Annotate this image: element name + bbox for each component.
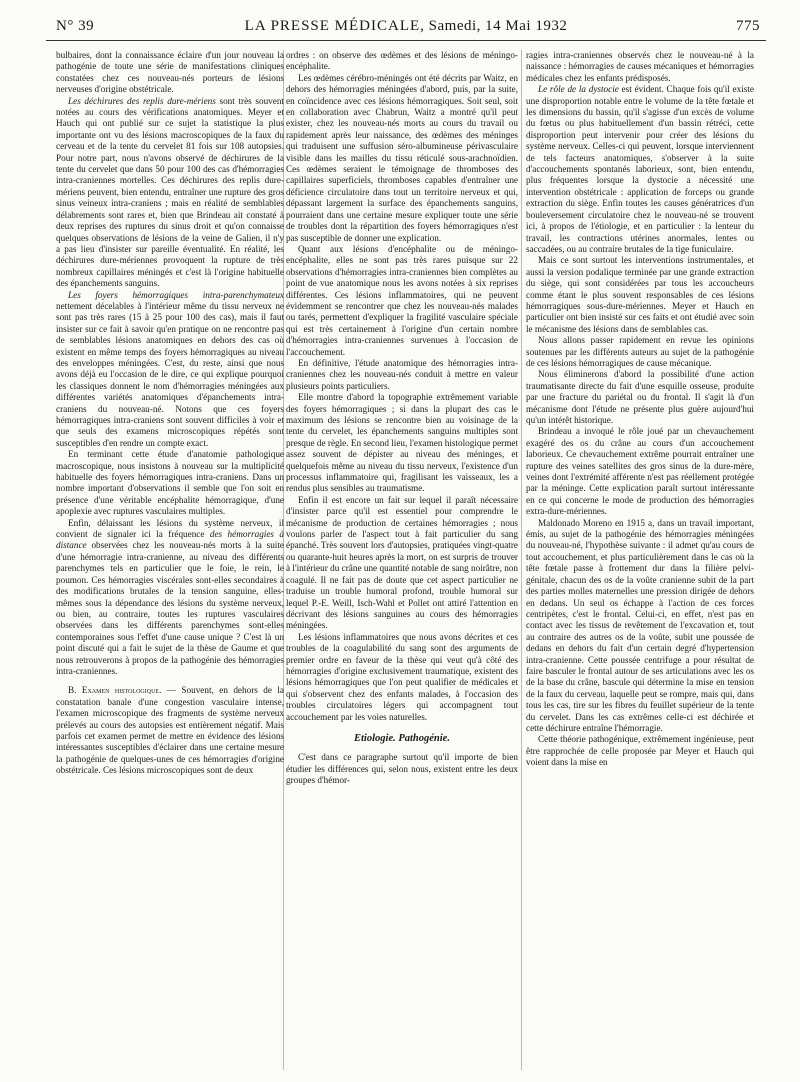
paragraph: Elle montre d'abord la topographie extrêmement variable des foyers hémorragiques ; si dans la plupart des cas le maximum des lésions se rencontre bien au voisinage de la tente du cervelet, les épanchements sanguins multiples sont presque de règle. En second lieu, l'examen histologique permet assez souvent de dépister au niveau des méninges, et quelquefois même au niveau du tissu nerveux, l'existence d'un processus inflammatoire qui, fragilisant les vaisseaux, les a rendus plus sensibles au traumatisme. (286, 392, 518, 494)
paragraph: Nous éliminerons d'abord la possibilité d'une action traumatisante directe du fait d'une esquille osseuse, produite par une fracture du pariétal ou du frontal. Il s'agit là d'un mécanisme dont l'étude ne présente plus guère aujourd'hui qu'un intérêt historique. (526, 369, 754, 425)
paragraph: Cette théorie pathogénique, extrêmement ingénieuse, peut être rapprochée de celle proposée par Meyer et Hauch qui voient dans la mise en (526, 734, 754, 768)
issue-date: Samedi, 14 Mai 1932 (428, 18, 568, 34)
paragraph: Maldonado Moreno en 1915 a, dans un travail important, émis, au sujet de la pathogénie des hémorragies méningées du nouveau-né, l'hypothèse suivante : il admet qu'au cours de tout accouchement, et plus particulièrement dans le cas où la tête fœtale passe à frottement dur dans la filière pelvi-génitale, chacun des os de la voûte cranienne subit de la part des parties molles maternelles une pression dirigée de dehors en dedans. Un seul os échappe à l'action de ces forces centripètes, c'est le frontal. Celui-ci, en effet, n'est pas en contact avec les tissus de revêtement de l'excavation et, tout au contraire des autres os de la voûte, subit une poussée de dedans en dehors du fait d'un certain degré d'hypertension intra-cranienne. Cette poussée centrifuge a pour résultat de faire basculer le frontal autour de ses articulations avec les os de la base du crâne, bascule qui détermine la mise en tension de la faux du cerveau, laquelle peut se rompre, mais qui, dans tous les cas, tire sur les fibres du feuillet supérieur de la tente du cervelet. Dans les cas extrêmes celle-ci est déchirée et cette déchirure entraîne l'hémorragie. (526, 517, 754, 733)
paragraph: Les œdèmes cérébro-méningés ont été décrits par Waitz, en dehors des hémorragies méningées d'abord, puis, par la suite, en coïncidence avec ces lésions hémorragiques. Soit seul, soit en collaboration avec Chabrun, Waitz a montré qu'il peut exister, chez les nouveau-nés morts au cours du travail ou rapidement après leur naissance, des œdèmes des méninges qui traduisent une suffusion séro-albumineuse périvasculaire visible dans les mailles du tissu réticulé sous-arachnoïdien. Ces œdèmes seraient le témoignage de thromboses des capillaires superficiels, thromboses capables d'entraîner une déficience circulatoire dans tout un territoire nerveux et qui, dépassant largement la surface des épanchements sanguins, pourraient dans une certaine mesure expliquer toute une série de troubles dont la répartition des foyers hémorragiques n'est pas susceptible de donner une explication. (286, 72, 518, 243)
paragraph: En définitive, l'étude anatomique des hémorragies intra-craniennes chez les nouveau-nés conduit à mettre en valeur plusieurs points particuliers. (286, 357, 518, 391)
paragraph: Les lésions inflammatoires que nous avons décrites et ces troubles de la coagulabilité du sang sont des arguments de premier ordre en faveur de la thèse qui veut qu'à côté des hémorragies d'origine exclusivement traumatique, existent des lésions hémorragiques que l'on peut qualifier de médicales et qui s'observent chez des enfants malades, à l'occasion des troubles circulatoires légers qui accompagnent tout accouchement par les voies naturelles. (286, 631, 518, 722)
italic-term: Le rôle de la dystocie (538, 84, 619, 95)
journal-title: LA PRESSE MÉDICALE (244, 18, 421, 34)
column-2 (286, 50, 518, 1078)
paragraph: Enfin il est encore un fait sur lequel il paraît nécessaire d'insister parce qu'il est essentiel pour comprendre le mécanisme de production de certaines hémorragies ; nous voulons parler de l'aspect tout à fait particulier du sang épanché. Très souvent lors d'autopsies, pratiquées vingt-quatre ou quarante-huit heures après la mort, on est surpris de trouver à l'intérieur du crâne une quantité notable de sang noirâtre, non coagulé. Il ne fait pas de doute que cet aspect particulier ne traduise un trouble humoral profond, trouble humoral sur lequel P.-E. Weill, Isch-Wahl et Pollet ont attiré l'attention en décrivant des lésions sanguines au cours des hémorragies méningées. (286, 494, 518, 631)
paragraph: Nous allons passer rapidement en revue les opinions soutenues par les différents auteurs au sujet de la pathogénie de ces lésions hémorragiques de cause mécanique. (526, 335, 754, 368)
italic-term: Les foyers hémorragiques intra-parenchymateux (68, 289, 284, 300)
section-heading: Etiologie. Pathogénie. (354, 732, 450, 744)
paragraph: C'est dans ce paragraphe surtout qu'il importe de bien étudier les différences qui, selon nous, existent entre les deux groupes d'hémor- (286, 752, 518, 786)
column-1 (56, 50, 284, 1078)
page-number: 775 (736, 18, 760, 34)
paragraph: Mais ce sont surtout les interventions instrumentales, et aussi la version podalique terminée par une grande extraction du siège, qui sont considérées par tous les accoucheurs comme étant le plus souvent responsables de ces lésions hémorragiques sous-dure-mériennes. Meyer et Hauch en particulier ont bien insisté sur ces faits et ont étudié avec soin le mécanisme des lésions dans de semblables cas. (526, 255, 754, 334)
section-label: B. Examen histologique. (68, 685, 162, 696)
italic-term: Les déchirures des replis dure-mériens (68, 95, 216, 106)
page-header: N° 39 LA PRESSE MÉDICALE, Samedi, 14 Mai 1932 775 (46, 14, 766, 41)
paragraph: bulbaires, dont la connaissance éclaire d'un jour nouveau la pathogénie de toute une série de manifestations cliniques constatées chez ces nouveau-nés porteurs de lésions nerveuses d'origine obstétricale. (56, 50, 284, 95)
paragraph: Les foyers hémorragiques intra-parenchymateux nettement décelables à l'intérieur même du tissu nerveux ne sont pas très rares (15 à 25 pour 100 des cas), mais il faut insister sur ce fait à savoir qu'en pratique on ne rencontre pas de semblables lésions anatomiques en dehors des cas où existent en même temps des foyers hémorragiques au niveau des enveloppes méningées. C'est, du reste, ainsi que nous avons déjà eu l'occasion de le dire, ce qui explique pourquoi les classiques donnent le nom d'hémorragies méningées aux différentes variétés anatomiques d'épanchements intra-craniens du nouveau-né. Notons que ces foyers hémorragiques intra-craniens sont souvent difficiles à voir et que seuls des examens microscopiques répétés sont susceptibles d'en rendre un compte exact. (56, 289, 284, 448)
paragraph: ragies intra-craniennes observés chez le nouveau-né à la naissance : hémorragies de causes mécaniques et hémorragies médicales chez les enfants prédisposés. (526, 50, 754, 83)
paragraph: Quant aux lésions d'encéphalite ou de méningo-encéphalite, elles ne sont pas très rares puisque sur 22 observations d'hémorragies intra-craniennes bien complètes au point de vue anatomique nous les avons notées à six reprises différentes. Ces lésions inflammatoires, qui ne peuvent évidemment se rencontrer que chez les nouveau-nés malades ou tarés, permettent d'expliquer la fragilité vasculaire spéciale qui est très certainement à l'origine d'un certain nombre d'hémorragies intra-craniennes survenues à l'occasion de l'accouchement. (286, 243, 518, 357)
paragraph: B. Examen histologique. — Souvent, en dehors de la constatation banale d'une congestion vasculaire intense, l'examen microscopique des fragments de système nerveux prélevés au cours des autopsies est entièrement négatif. Mais parfois cet examen permet de mettre en évidence des lésions intéressantes susceptibles d'éclairer dans une certaine mesure la pathogénie de quelques-unes de ces hémorragies d'origine obstétricale. Ces lésions microscopiques sont de deux (56, 685, 284, 776)
paragraph: Enfin, délaissant les lésions du système nerveux, il convient de signaler ici la fréquence des hémorragies à distance observées chez les nouveau-nés morts à la suite d'une hémorragie intra-cranienne, au niveau des différents parenchymes tels en particulier que le foie, le rein, le poumon. Ces hémorragies viscérales sont-elles secondaires à des modifications brutales de la tension sanguine, elles-mêmes sous la dépendance des lésions du système nerveux, ou bien, au contraire, toutes les ruptures vasculaires observées dans les différents parenchymes sont-elles contemporaines sous l'effet d'une cause unique ? C'est là un point discuté qui a fait le sujet de la thèse de Gaume et que nous retrouverons à propos de la pathogénie des hémorragies intra-craniennes. (56, 517, 284, 676)
paragraph: ordres : on observe des œdèmes et des lésions de méningo-encéphalite. (286, 50, 518, 72)
issue-number: N° 39 (56, 18, 95, 34)
italic-term: des hémorragies à distance (56, 529, 284, 551)
column-divider (521, 50, 522, 1070)
paragraph: Les déchirures des replis dure-mériens sont très souvent notées au cours des vérifications anatomiques. Meyer et Hauch qui ont publié sur ce sujet la statistique la plus importante ont vu des lésions macroscopiques de la faux du cerveau et de la tente du cervelet 81 fois sur 108 autopsies. Pour notre part, nous n'avons observé de déchirures de la tente du cervelet que dans 50 pour 100 des cas d'hémorragies intra-craniennes mortelles. Ces déchirures des replis dure-mériens peuvent, bien entendu, entraîner une rupture des gros sinus veineux intra-craniens ; mais en réalité de semblables délabrements sont rares et, bien que Brindeau ait constaté à deux reprises des ruptures du sinus droit et qu'on connaisse quelques observations de lésions de la veine de Galien, il n'y a pas lieu d'insister sur pareille éventualité. En réalité, les déchirures dure-mériennes provoquent la rupture de très nombreux capillaires méningés et c'est là l'origine habituelle des épanchements sanguins. (56, 95, 284, 289)
paragraph: Brindeau a invoqué le rôle joué par un chevauchement exagéré des os du crâne au cours d'un accouchement laborieux. Ce chevauchement extrême pourrait entraîner une rupture des veines satellites des gros sinus de la dure-mère, veines dont l'extrémité afférente n'est pas réellement protégée par la méninge. Cette explication paraît surtout intéressante en ce qui concerne le mode de production des hémorragies extra-dure-mériennes. (526, 426, 754, 517)
column-3 (526, 50, 754, 1078)
paragraph: En terminant cette étude d'anatomie pathologique macroscopique, nous insistons à nouveau sur la multiplicité habituelle des foyers hémorragiques intra-craniens. Dans un nombre important d'observations il semble que l'on soit en présence d'une véritable encéphalite hémorragique, d'une apoplexie avec ruptures vasculaires multiples. (56, 449, 284, 517)
paragraph: Le rôle de la dystocie est évident. Chaque fois qu'il existe une disproportion notable entre le volume de la tête fœtale et les dimensions du bassin, qu'il s'agisse d'un excès de volume du fœtus ou plus habituellement d'un bassin rétréci, cette disproportion peut intervenir pour créer des lésions du système nerveux. Celles-ci qui peuvent, lorsque interviennent de tels facteurs anatomiques, s'observer à la suite d'accouchements spontanés laborieux, sont, bien entendu, plus fréquentes lorsque la dystocie a nécessité une intervention obstétricale : application de forceps ou grande extraction du siège. Enfin toutes les causes génératrices d'un bouleversement circulatoire chez le nouveau-né se trouvent ici, à propos de l'étiologie, et en particulier : la lenteur du travail, les contractions utérines anormales, lentes ou saccadées, ou au contraire brutales de la tige funiculaire. (526, 84, 754, 254)
